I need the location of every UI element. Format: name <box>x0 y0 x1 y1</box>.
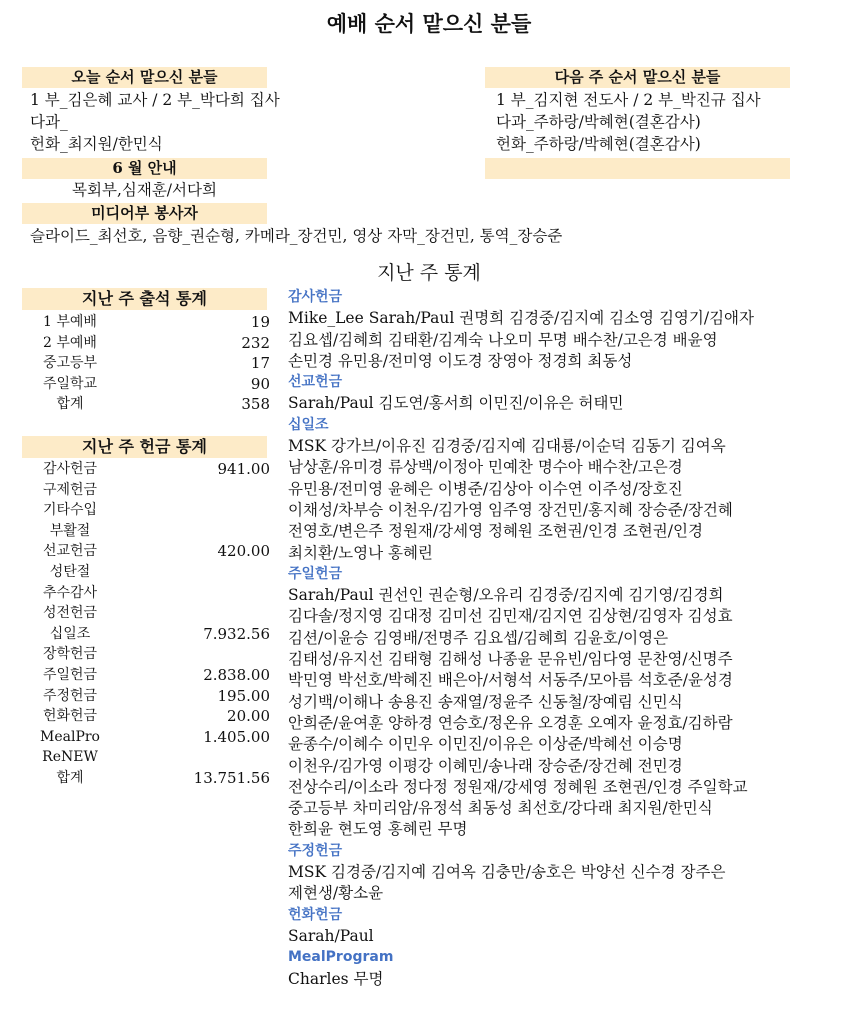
next-week-line-1: 1 부_김지현 전도사 / 2 부_박진규 집사 <box>496 91 761 109</box>
offering-row-label: 성탄절 <box>49 564 91 580</box>
offering-row-label: 헌화헌금 <box>42 708 98 725</box>
attendance-row-label: 2 부예배 <box>43 334 97 351</box>
donor-line: 중고등부 차미리암/유정석 최동성 최선호/강다래 최지원/한민식 <box>288 799 713 818</box>
offering-row-label: 주일헌금 <box>42 667 98 683</box>
attendance-row-label: 주일학교 <box>42 375 98 392</box>
attendance-row-label: 중고등부 <box>42 355 98 372</box>
offering-row-value: 195.00 <box>217 686 270 705</box>
next-week-line-2: 다과_주하랑/박혜현(결혼감사) <box>496 113 701 131</box>
attendance-header-text: 지난 주 출석 통계 <box>82 289 207 308</box>
attendance-row-value: 358 <box>241 395 270 414</box>
offering-row-value: 13.751.56 <box>193 769 270 787</box>
donor-category-heading: 주일헌금 <box>288 565 343 582</box>
offering-row-label: 주정헌금 <box>42 687 98 704</box>
offering-row-label: MealPro <box>40 728 100 745</box>
donor-category-heading: MealProgram <box>288 949 394 966</box>
donor-line: 한희윤 현도영 홍혜린 무명 <box>288 820 468 839</box>
today-line-2: 다과_ <box>30 113 68 131</box>
donor-category-heading: 헌화헌금 <box>288 906 343 923</box>
donor-category-heading: 주정헌금 <box>288 842 343 859</box>
offering-row-label: 기타수입 <box>42 502 98 519</box>
donor-category-heading: 십일조 <box>288 416 329 433</box>
june-header: 6 월 안내 <box>22 158 267 179</box>
donor-line: 제현생/황소윤 <box>288 884 384 903</box>
offering-row-label: 선교헌금 <box>42 543 98 560</box>
donor-line: 김태성/유지선 김태형 김해성 나종윤 문유빈/임다영 문찬영/신명주 <box>288 650 733 669</box>
attendance-row-value: 19 <box>250 313 270 331</box>
offering-row-label: ReNEW <box>42 749 98 766</box>
donor-line: MSK 강가브/이유진 김경중/김지예 김대룡/이순덕 김동기 김여옥 <box>288 437 726 456</box>
donor-line: 안희준/윤여훈 양하경 연승호/정온유 오경훈 오예자 윤정효/김하람 <box>288 713 733 732</box>
next-week-header: 다음 주 순서 맡으신 분들 <box>485 67 790 88</box>
donor-line: 손민경 유민용/전미영 이도경 장영아 정경희 최동성 <box>288 351 633 370</box>
offering-header <box>22 436 267 458</box>
donor-line: 김요셉/김혜희 김태환/김계숙 나오미 무명 배수찬/고은경 배윤영 <box>288 330 718 349</box>
donor-line: 윤종수/이혜수 이민우 이민진/이유은 이상준/박혜선 이승명 <box>288 735 683 754</box>
donor-line: 전영호/변은주 정원재/강세영 정혜원 조현권/인경 조현권/인경 <box>288 522 703 541</box>
attendance-row-label: 1 부예배 <box>43 314 97 330</box>
donor-line: Sarah/Paul 권선인 권순형/오유리 김경중/김지예 김기영/김경희 <box>288 586 724 605</box>
offering-row-label: 구제헌금 <box>42 481 98 498</box>
offering-row-value: 941.00 <box>217 460 270 478</box>
media-header: 미디어부 봉사자 <box>22 203 267 224</box>
offering-row-label: 십일조 <box>49 625 91 642</box>
page-title: 예배 순서 맡으신 분들 <box>326 11 532 36</box>
today-line-1: 1 부_김은혜 교사 / 2 부_박다희 집사 <box>30 91 280 109</box>
donor-category-heading: 선교헌금 <box>288 374 343 391</box>
donor-line: 김다솔/정지영 김대정 김미선 김민재/김지연 김상현/김영자 김성효 <box>288 607 733 626</box>
offering-row-label: 추수감사 <box>42 584 98 601</box>
attendance-row-label: 합계 <box>56 396 84 413</box>
offering-row-value: 7.932.56 <box>203 624 270 643</box>
donor-category-heading: 감사헌금 <box>288 289 343 305</box>
donor-line: MSK 김경중/김지예 김여옥 김충만/송호은 박양선 신수경 장주은 <box>288 863 726 882</box>
donor-line: 남상훈/유미경 류상백/이정아 민예찬 명수아 배수찬/고은경 <box>288 458 683 477</box>
donor-line: 전상수리/이소라 정다정 정원재/강세영 정혜원 조현권/인경 주일학교 <box>288 777 748 796</box>
donor-line: 박민영 박선호/박혜진 배은아/서형석 서동주/모아름 석호준/윤성경 <box>288 671 733 690</box>
offering-row-value: 1.405.00 <box>203 727 270 746</box>
donor-line: Mike_Lee Sarah/Paul 권명희 김경중/김지예 김소영 김영기/김애자 <box>288 309 755 328</box>
media-line: 슬라이드_최선호, 음향_권순형, 카메라_장건민, 영상 자막_장건민, 통역_장승준 <box>30 227 563 245</box>
donor-line: Charles 무명 <box>288 969 384 988</box>
offering-row-label: 부활절 <box>49 522 91 539</box>
donor-line: 성기백/이해나 송용진 송재열/정윤주 신동철/장예림 신민식 <box>288 692 683 711</box>
offering-row-label: 장학헌금 <box>42 646 98 663</box>
next-week-blank-band <box>485 158 790 179</box>
offering-row-value: 20.00 <box>227 707 270 726</box>
donor-list <box>288 287 848 990</box>
donor-line: 유민용/전미영 윤혜은 이병준/김상아 이수연 이주성/장호진 <box>288 479 683 498</box>
offering-row-label: 성전헌금 <box>42 605 98 622</box>
attendance-row-value: 17 <box>250 354 270 373</box>
offering-row-value: 420.00 <box>217 542 270 561</box>
donor-line: 이채성/차부승 이천우/김가영 임주영 장건민/홍지혜 장승준/장건혜 <box>288 500 733 519</box>
today-header: 오늘 순서 맡으신 분들 <box>22 67 267 88</box>
last-week-title: 지난 주 통계 <box>377 262 481 284</box>
donor-line: Sarah/Paul 김도연/홍서희 이민진/이유은 허태민 <box>288 394 624 413</box>
offering-row-label: 감사헌금 <box>42 461 98 477</box>
attendance-row-value: 232 <box>241 333 270 352</box>
offering-header-text: 지난 주 헌금 통계 <box>82 437 207 456</box>
offering-row-label: 합계 <box>56 770 84 786</box>
next-week-line-3: 헌화_주하랑/박혜현(결혼감사) <box>496 135 701 153</box>
june-line: 목회부,심재훈/서다희 <box>72 181 217 199</box>
donor-line: 최치환/노영나 홍혜린 <box>288 543 433 562</box>
donor-line: 이천우/김가영 이평강 이혜민/송나래 장승준/장건혜 전민경 <box>288 756 683 775</box>
attendance-row-value: 90 <box>250 374 270 393</box>
donor-line: 김션/이윤승 김영배/전명주 김요셉/김혜희 김윤호/이영은 <box>288 628 669 647</box>
attendance-header <box>22 288 267 310</box>
donor-line: Sarah/Paul <box>288 926 374 945</box>
offering-row-value: 2.838.00 <box>203 666 270 684</box>
today-line-3: 헌화_최지원/한민식 <box>30 135 163 153</box>
